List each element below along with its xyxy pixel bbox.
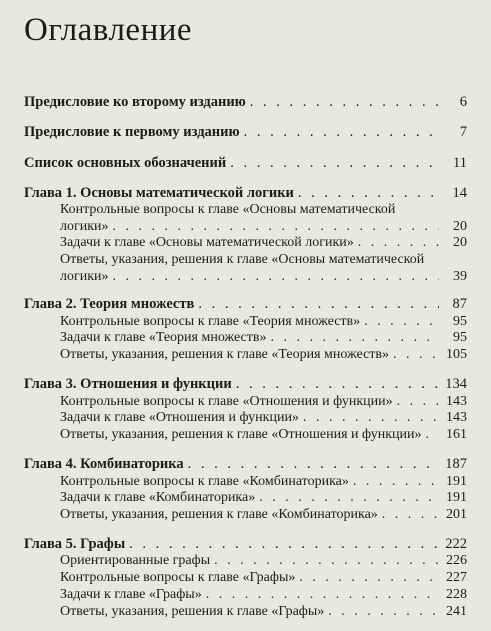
entry-page: 95 (453, 314, 467, 329)
entry-page: 95 (453, 330, 467, 345)
toc-entry-chapter-5[interactable] (24, 536, 467, 553)
entry-page: 241 (446, 604, 467, 619)
entry-title: Ответы, указания, решения к главе «Графы» (60, 604, 325, 619)
page-title: Оглавление (24, 12, 193, 48)
toc-entry-chapter-2[interactable] (24, 296, 467, 313)
entry-title: Ответы, указания, решения к главе «Отношения и функции» (60, 427, 422, 442)
entry-page: 222 (445, 536, 467, 552)
dot-leader (298, 185, 439, 202)
entry-page: 227 (446, 570, 467, 585)
entry-page: 134 (445, 376, 467, 392)
entry-title: Ответы, указания, решения к главе «Теория множеств» (60, 347, 390, 362)
toc-entry-ch4-problems[interactable] (60, 489, 467, 506)
dot-leader (244, 124, 439, 141)
dot-leader (188, 456, 439, 473)
entry-page: 187 (445, 456, 467, 472)
entry-title: Глава 2. Теория множеств (24, 296, 195, 312)
toc-entry-chapter-4[interactable] (24, 456, 467, 473)
toc-entry-ch4-questions[interactable] (60, 473, 467, 490)
dot-leader (214, 552, 439, 569)
dot-leader (250, 94, 439, 111)
dot-leader (270, 329, 439, 346)
entry-title-line2: логики» (60, 219, 109, 234)
entry-page: 226 (446, 553, 467, 568)
toc-entry-ch2-questions[interactable] (60, 313, 467, 330)
toc-entry-ch5-questions[interactable] (60, 569, 467, 586)
entry-title: Контрольные вопросы к главе «Отношения и функции» (60, 394, 393, 409)
dot-leader (328, 603, 439, 620)
entry-title: Ориентированные графы (60, 553, 211, 568)
entry-title: Задачи к главе «Основы математической логики» (60, 235, 354, 250)
dot-leader (353, 473, 439, 490)
toc-entry-notation[interactable] (24, 155, 467, 172)
toc-entry-ch1-problems[interactable] (60, 234, 467, 251)
toc-entry-ch3-answers[interactable] (60, 426, 467, 443)
entry-title: Контрольные вопросы к главе «Графы» (60, 570, 296, 585)
dot-leader (397, 393, 439, 410)
entry-page: 6 (459, 94, 467, 110)
dot-leader (358, 234, 439, 251)
entry-title: Глава 1. Основы математической логики (24, 185, 294, 201)
entry-title: Предисловие ко второму изданию (24, 94, 246, 110)
entry-title: Глава 5. Графы (24, 536, 126, 552)
dot-leader (230, 155, 439, 172)
toc-entry-ch1-answers[interactable] (60, 251, 467, 285)
entry-title: Глава 3. Отношения и функции (24, 376, 232, 392)
entry-page: 87 (452, 296, 467, 312)
toc-entry-ch2-answers[interactable] (60, 346, 467, 363)
dot-leader (113, 218, 439, 235)
entry-title: Ответы, указания, решения к главе «Комбинаторика» (60, 507, 378, 522)
entry-title: Список основных обозначений (24, 155, 227, 171)
toc-entry-ch1-questions[interactable] (60, 201, 467, 235)
entry-page: 143 (446, 394, 467, 409)
entry-page: 191 (446, 474, 467, 489)
dot-leader (113, 268, 439, 285)
entry-title-line1: Контрольные вопросы к главе «Основы математической (60, 202, 396, 217)
dot-leader (259, 489, 439, 506)
toc-entry-ch2-problems[interactable] (60, 329, 467, 346)
entry-page: 39 (453, 269, 467, 284)
entry-title: Предисловие к первому изданию (24, 124, 240, 140)
entry-title: Задачи к главе «Теория множеств» (60, 330, 267, 345)
entry-page: 105 (446, 347, 467, 362)
toc-entry-ch5-directed[interactable] (60, 552, 467, 569)
dot-leader (426, 426, 440, 443)
entry-page: 201 (446, 507, 467, 522)
dot-leader (393, 346, 439, 363)
toc-entry-ch5-answers[interactable] (60, 603, 467, 620)
entry-title: Задачи к главе «Графы» (60, 587, 202, 602)
entry-page: 7 (459, 124, 467, 140)
dot-leader (198, 296, 439, 313)
dot-leader (382, 506, 439, 523)
entry-title: Контрольные вопросы к главе «Теория множеств» (60, 314, 361, 329)
toc-entry-chapter-1[interactable] (24, 185, 467, 202)
dot-leader (303, 409, 439, 426)
entry-title: Глава 4. Комбинаторика (24, 456, 184, 472)
entry-page: 14 (452, 185, 467, 201)
entry-title-line1: Ответы, указания, решения к главе «Основы математической (60, 252, 425, 267)
dot-leader (236, 376, 439, 393)
entry-title: Задачи к главе «Комбинаторика» (60, 490, 256, 505)
entry-page: 228 (446, 587, 467, 602)
entry-title: Контрольные вопросы к главе «Комбинаторика» (60, 474, 349, 489)
entry-page: 20 (453, 219, 467, 234)
dot-leader (129, 536, 439, 553)
toc-entry-preface-first[interactable] (24, 124, 467, 141)
dot-leader (299, 569, 439, 586)
entry-page: 161 (446, 427, 467, 442)
toc-entry-chapter-3[interactable] (24, 376, 467, 393)
entry-page: 11 (453, 155, 467, 171)
toc-entry-preface-second[interactable] (24, 94, 467, 111)
toc-entry-ch3-questions[interactable] (60, 393, 467, 410)
dot-leader (206, 586, 439, 603)
entry-page: 191 (446, 490, 467, 505)
toc-entry-ch5-problems[interactable] (60, 586, 467, 603)
entry-title-line2: логики» (60, 269, 109, 284)
entry-title: Задачи к главе «Отношения и функции» (60, 410, 299, 425)
entry-page: 20 (453, 235, 467, 250)
dot-leader (364, 313, 439, 330)
toc-entry-ch4-answers[interactable] (60, 506, 467, 523)
entry-page: 143 (446, 410, 467, 425)
toc-entry-ch3-problems[interactable] (60, 409, 467, 426)
